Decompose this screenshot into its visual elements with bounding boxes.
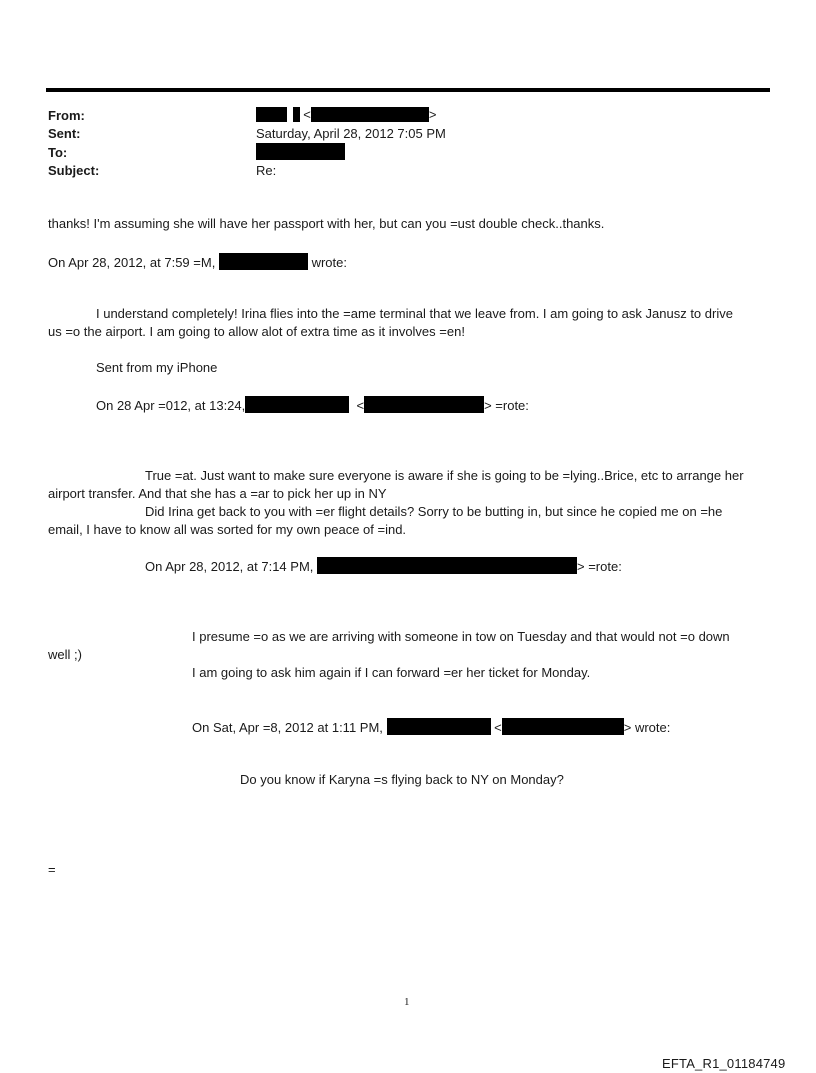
from-gt: > [428,107,437,122]
quote-header-4: On Sat, Apr =8, 2012 at 1:11 PM, < > wrote: [192,720,671,735]
redaction-block [364,396,484,413]
header-rule [46,88,770,92]
quote-header-1: On Apr 28, 2012, at 7:59 =M, wrote: [48,255,347,270]
redaction-block [293,107,300,122]
redaction-block [317,557,577,574]
from-label: From: [48,108,85,123]
redaction-block [256,107,287,122]
to-label: To: [48,145,68,160]
sent-label: Sent: [48,126,81,141]
body-line: thanks! I'm assuming she will have her passport with her, but can you =ust double check..thanks. [48,216,605,231]
from-lt: < [303,107,311,122]
quote-header-3: On Apr 28, 2012, at 7:14 PM, > =rote: [145,559,622,574]
sent-value: Saturday, April 28, 2012 7:05 PM [256,126,446,141]
body-line: us =o the airport. I am going to allow alot of extra time as it involves =en! [48,324,465,339]
body-line: airport transfer. And that she has a =ar to pick her up in NY [48,486,387,501]
body-line: Did Irina get back to you with =er flight details? Sorry to be butting in, but since he copied me on =he [145,504,723,519]
document-id: EFTA_R1_01184749 [662,1056,786,1071]
redaction-block [245,396,349,413]
body-line: well ;) [48,647,82,662]
redaction-block [219,253,308,270]
to-value [256,143,345,162]
quote-header-2: On 28 Apr =012, at 13:24, < > =rote: [96,398,529,413]
signature-line: Sent from my iPhone [96,360,218,375]
from-value [256,107,436,122]
redaction-block [256,143,345,160]
redaction-block [311,107,429,122]
body-line: I understand completely! Irina flies into the =ame terminal that we leave from. I am going to ask Janusz to drive [96,306,733,321]
body-line: I presume =o as we are arriving with someone in tow on Tuesday and that would not =o down [192,629,730,644]
trailing-equals: = [48,862,56,877]
redaction-block [387,718,491,735]
redaction-block [502,718,624,735]
page-number: 1 [404,996,410,1008]
subject-value: Re: [256,163,277,178]
body-line: True =at. Just want to make sure everyone is aware if she is going to be =lying..Brice, etc to arrange her [145,468,744,483]
body-line: Do you know if Karyna =s flying back to NY on Monday? [240,772,564,787]
subject-label: Subject: [48,163,100,178]
body-line: I am going to ask him again if I can forward =er her ticket for Monday. [192,665,591,680]
body-line: email, I have to know all was sorted for my own peace of =ind. [48,522,407,537]
